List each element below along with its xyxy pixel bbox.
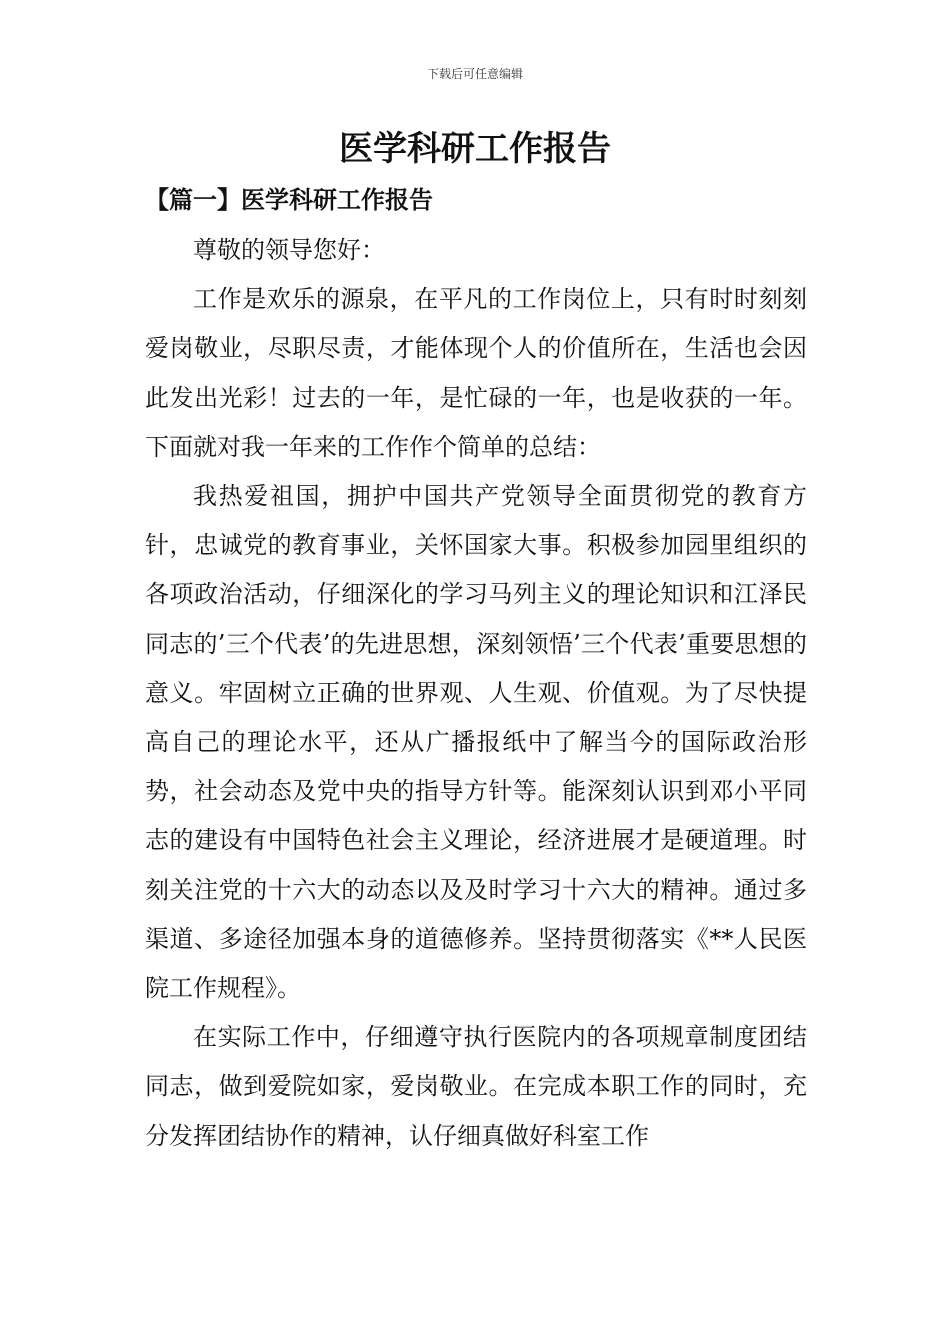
section-heading: 【篇一】医学科研工作报告 (145, 185, 433, 214)
document-title: 医学科研工作报告 (339, 129, 611, 169)
header-note: 下载后可任意编辑 (426, 67, 523, 81)
paragraph-intro: 工作是欢乐的源泉，在平凡的工作岗位上，只有时时刻刻爱岗敬业，尽职尽责，才能体现个人的价值所在，生活也会因此发出光彩！过去的一年，是忙碌的一年，也是收获的一年。下面就对我一年来的工作作个简单的总结： (145, 285, 807, 461)
paragraph-political-study: 我热爱祖国，拥护中国共产党领导全面贯彻党的教育方针，忠诚党的教育事业，关怀国家大事。积极参加园里组织的各项政治活动，仔细深化的学习马列主义的理论知识和江泽民同志的’三个代表’的先进思想，深刻领悟’三个代表’重要思想的意义。牢固树立正确的世界观、人生观、价值观。为了尽快提高自己的理论水平，还从广播报纸中了解当今的国际政治形势，社会动态及党中央的指导方针等。能深刻认识到邓小平同志的建设有中国特色社会主义理论，经济进展才是硬道理。时刻关注党的十六大的动态以及及时学习十六大的精神。通过多渠道、多途径加强本身的道德修养。坚持贯彻落实《**人民医院工作规程》。 (145, 482, 807, 1003)
paragraph-greeting: 尊敬的领导您好： (193, 236, 385, 264)
paragraph-practical-work: 在实际工作中，仔细遵守执行医院内的各项规章制度团结同志，做到爱院如家，爱岗敬业。在完成本职工作的同时，充分发挥团结协作的精神，认仔细真做好科室工作 (145, 1023, 807, 1150)
document-body (145, 226, 807, 1161)
